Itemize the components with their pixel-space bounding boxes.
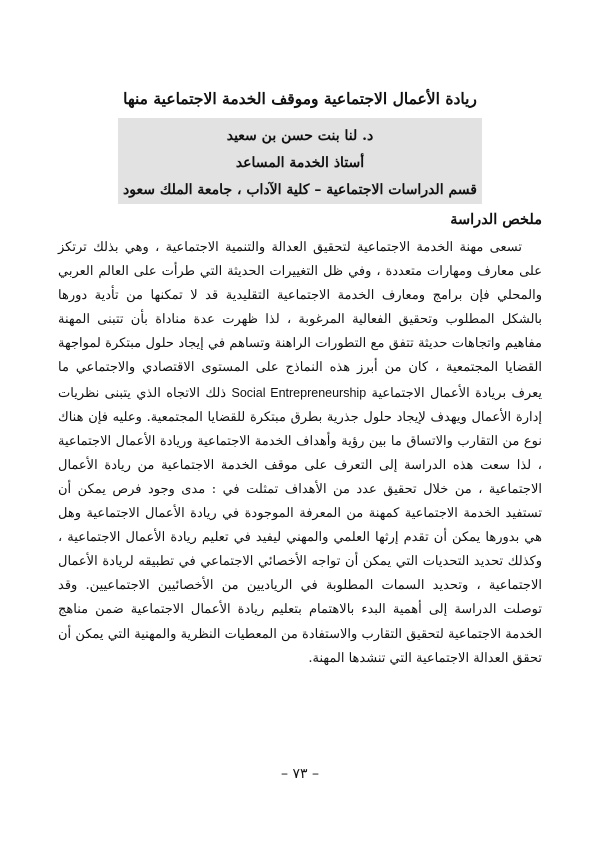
author-info-box: [118, 118, 482, 204]
page-number: – ٧٣ –: [281, 766, 319, 782]
abstract-english-term: Social Entrepreneurship: [231, 385, 367, 400]
paper-title: ريادة الأعمال الاجتماعية وموقف الخدمة الاجتماعية منها: [123, 89, 477, 108]
abstract-paragraph: [58, 236, 542, 671]
author-rank: أستاذ الخدمة المساعد: [235, 155, 365, 171]
author-affiliation: قسم الدراسات الاجتماعية – كلية الآداب ، جامعة الملك سعود: [123, 182, 477, 198]
abstract-heading: ملخص الدراسة: [450, 211, 542, 228]
abstract-text-part-2: ذلك الاتجاه الذي يتبنى نظريات إدارة الأعمال ويهدف لإيجاد حلول جذرية بطرق مبتكرة للقضايا المجتمعية. وعليه فإن هناك نوع من التقارب والاتساق ما بين رؤية وأهداف الخدمة الاجتماعية وريادة الأعمال الاجتماعية ، لذا سعت هذه الدراسة إلى التعرف على موقف الخدمة الاجتماعية من ريادة الأعمال الاجتماعية ، من خلال تحقيق عدد من الأهداف تمثلت في : مدى وجود فرص يمكن أن تستفيد الخدمة الاجتماعية كمهنة من المعرفة الموجودة في ريادة الأعمال الاجتماعية وهل هي بدورها يمكن أن تقدم إرثها العلمي والمهني ليفيد في تعليم ريادة الأعمال الاجتماعية ، وكذلك تحديد التحديات التي يمكن أن تواجه الأخصائي الاجتماعي في تطبيقه لريادة الأعمال الاجتماعية ، وتحديد السمات المطلوبة في الرياديين من الأخصائيين الاجتماعيين. وقد توصلت الدراسة إلى أهمية البدء بالاهتمام بتعليم ريادة الأعمال الاجتماعية ضمن مناهج الخدمة الاجتماعية لتحقيق التقارب والاستفادة من المعطيات النظرية والمهنية التي يمكن أن تحقق العدالة الاجتماعية التي تنشدها المهنة.: [58, 385, 542, 666]
author-name: د. لنا بنت حسن بن سعيد: [226, 128, 374, 144]
abstract-text-part-1: تسعى مهنة الخدمة الاجتماعية لتحقيق العدالة والتنمية الاجتماعية ، وهي بذلك ترتكز على معارف ومهارات متعددة ، وفي ظل التغييرات الحديثة التي طرأت على العالم العربي والمحلي فإن برامج ومعارف الخدمة الاجتماعية التقليدية قد لا تمكنها من تأدية دورها بالشكل المطلوب وتحقيق الفعالية المرغوبة ، لذا ظهرت عدة مناداة بأن تتبنى المهنة مفاهيم واتجاهات حديثة تتفق مع التطورات الراهنة وتساهم في إيجاد حلول مبتكرة لمواجهة القضايا المجتمعية ، كان من أبرز هذه النماذج على المستوى الاقتصادي والاجتماعي ما يعرف بريادة الأعمال الاجتماعية: [58, 240, 542, 401]
